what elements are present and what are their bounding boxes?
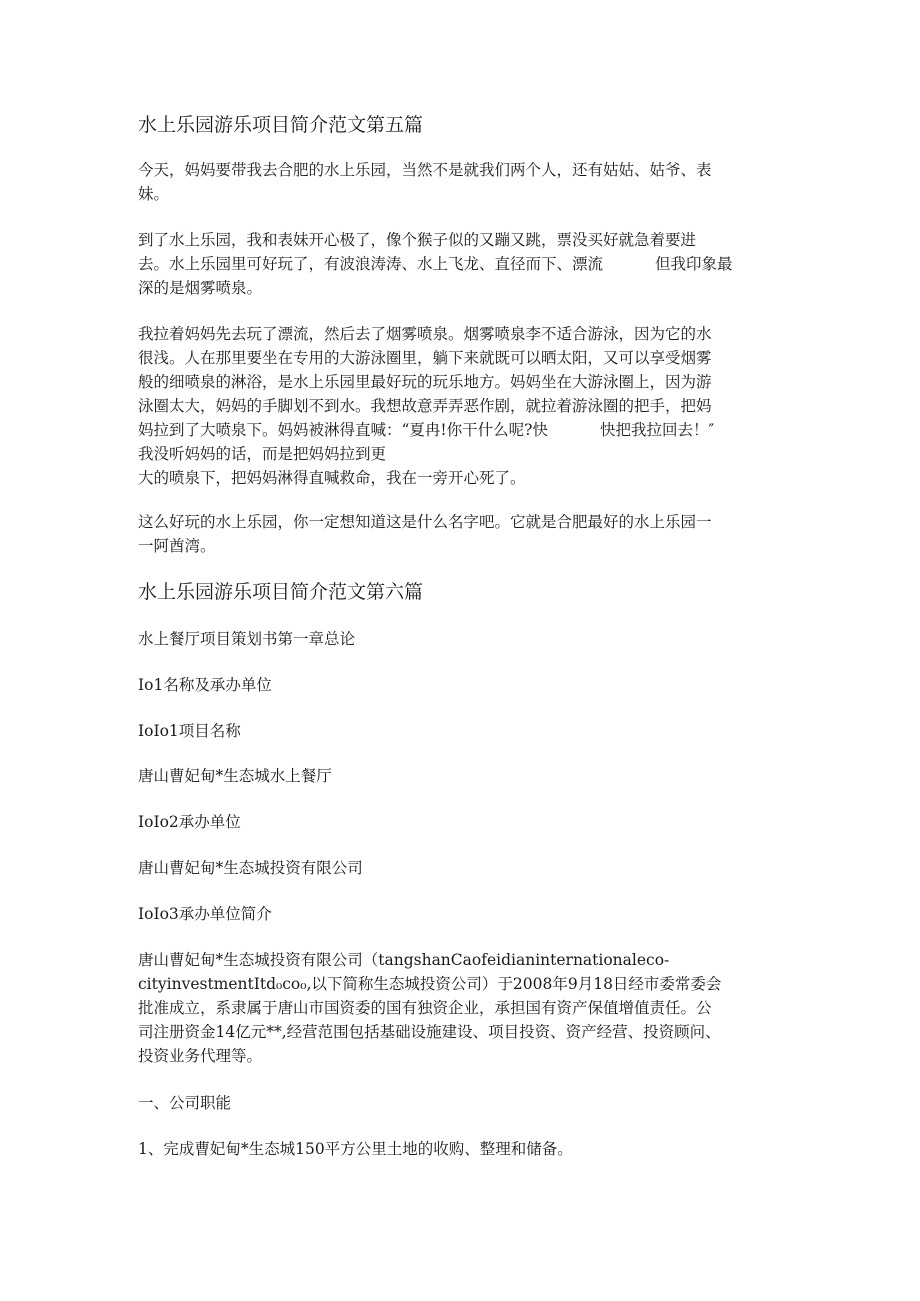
- text-segment: 但我印象最: [655, 255, 733, 273]
- section6-title: 水上乐园游乐项目简介范文第六篇: [138, 581, 424, 603]
- text-line: 司注册资金14亿元**,经营范围包括基础设施建设、项目投资、资产经营、投资顾问、: [138, 1023, 721, 1041]
- text-line: 这么好玩的水上乐园，你一定想知道这是什么名字吧。它就是合肥最好的水上乐园一: [138, 513, 712, 531]
- paragraph: [138, 510, 783, 558]
- text-line: 批准成立，系隶属于唐山市国资委的国有独资企业，承担国有资产保值增值责任。公: [138, 999, 712, 1017]
- text-line: 今天，妈妈要带我去合肥的水上乐园，当然不是就我们两个人，还有姑姑、姑爷、表: [138, 161, 712, 179]
- text-line: 一阿酋湾。: [138, 537, 216, 555]
- heading-line: IoIo3承办单位简介: [138, 905, 272, 923]
- heading-line: IoIo1项目名称: [138, 722, 241, 740]
- text-line: 唐山曹妃甸*生态城投资有限公司（tangshanCaofeidianinternationaleco-: [138, 951, 670, 969]
- text-segment: 妈拉到了大喷泉下。妈妈被淋得直喊：“夏冉!你干什么呢?快: [138, 421, 548, 439]
- text-line: 大的喷泉下，把妈妈淋得直喊救命，我在一旁开心死了。: [138, 469, 526, 487]
- text-line: cityinvestmentItd₀co₀,以下简称生态城投资公司）于2008年9月18日经市委常委会: [138, 975, 722, 993]
- text-line: 泳圈太大，妈妈的手脚划不到水。我想故意弄弄恶作剧，就拉着游泳圈的把手，把妈: [138, 397, 712, 415]
- heading-line: IoIo2承办单位: [138, 813, 241, 831]
- text-line: [138, 418, 783, 442]
- text-line: 我没听妈妈的话，而是把妈妈拉到更: [138, 445, 387, 463]
- text-line: 很浅。人在那里要坐在专用的大游泳圈里，躺下来就既可以晒太阳，又可以享受烟雾: [138, 349, 712, 367]
- section5-title: 水上乐园游乐项目简介范文第五篇: [138, 114, 424, 136]
- text-line: 到了水上乐园，我和表妹开心极了，像个猴子似的又蹦又跳，票没买好就急着要进: [138, 231, 697, 249]
- paragraph: [138, 158, 783, 206]
- text-line: 妹。: [138, 185, 170, 203]
- text-line: 唐山曹妃甸*生态城水上餐厅: [138, 767, 332, 785]
- text-line: 唐山曹妃甸*生态城投资有限公司: [138, 859, 363, 877]
- heading-line: 一、公司职能: [138, 1094, 232, 1112]
- paragraph: [138, 322, 783, 490]
- text-line: 深的是烟雾喷泉。: [138, 279, 263, 297]
- text-segment: 去。水上乐园里可好玩了，有波浪涛涛、水上飞龙、直径而下、漂流: [138, 255, 604, 273]
- text-segment: 快把我拉回去！″: [599, 421, 715, 439]
- paragraph: [138, 228, 783, 300]
- paragraph: [138, 948, 783, 1068]
- text-line: 我拉着妈妈先去玩了漂流，然后去了烟雾喷泉。烟雾喷泉李不适合游泳，因为它的水: [138, 325, 712, 343]
- text-line: 水上餐厅项目策划书第一章总论: [138, 630, 356, 648]
- text-line: 投资业务代理等。: [138, 1047, 263, 1065]
- text-line: 1、完成曹妃甸*生态城150平方公里土地的收购、整理和储备。: [138, 1140, 573, 1158]
- heading-line: Io1名称及承办单位: [138, 676, 272, 694]
- text-line: [138, 252, 783, 276]
- text-line: 般的细喷泉的淋浴，是水上乐园里最好玩的玩乐地方。妈妈坐在大游泳圈上，因为游: [138, 373, 712, 391]
